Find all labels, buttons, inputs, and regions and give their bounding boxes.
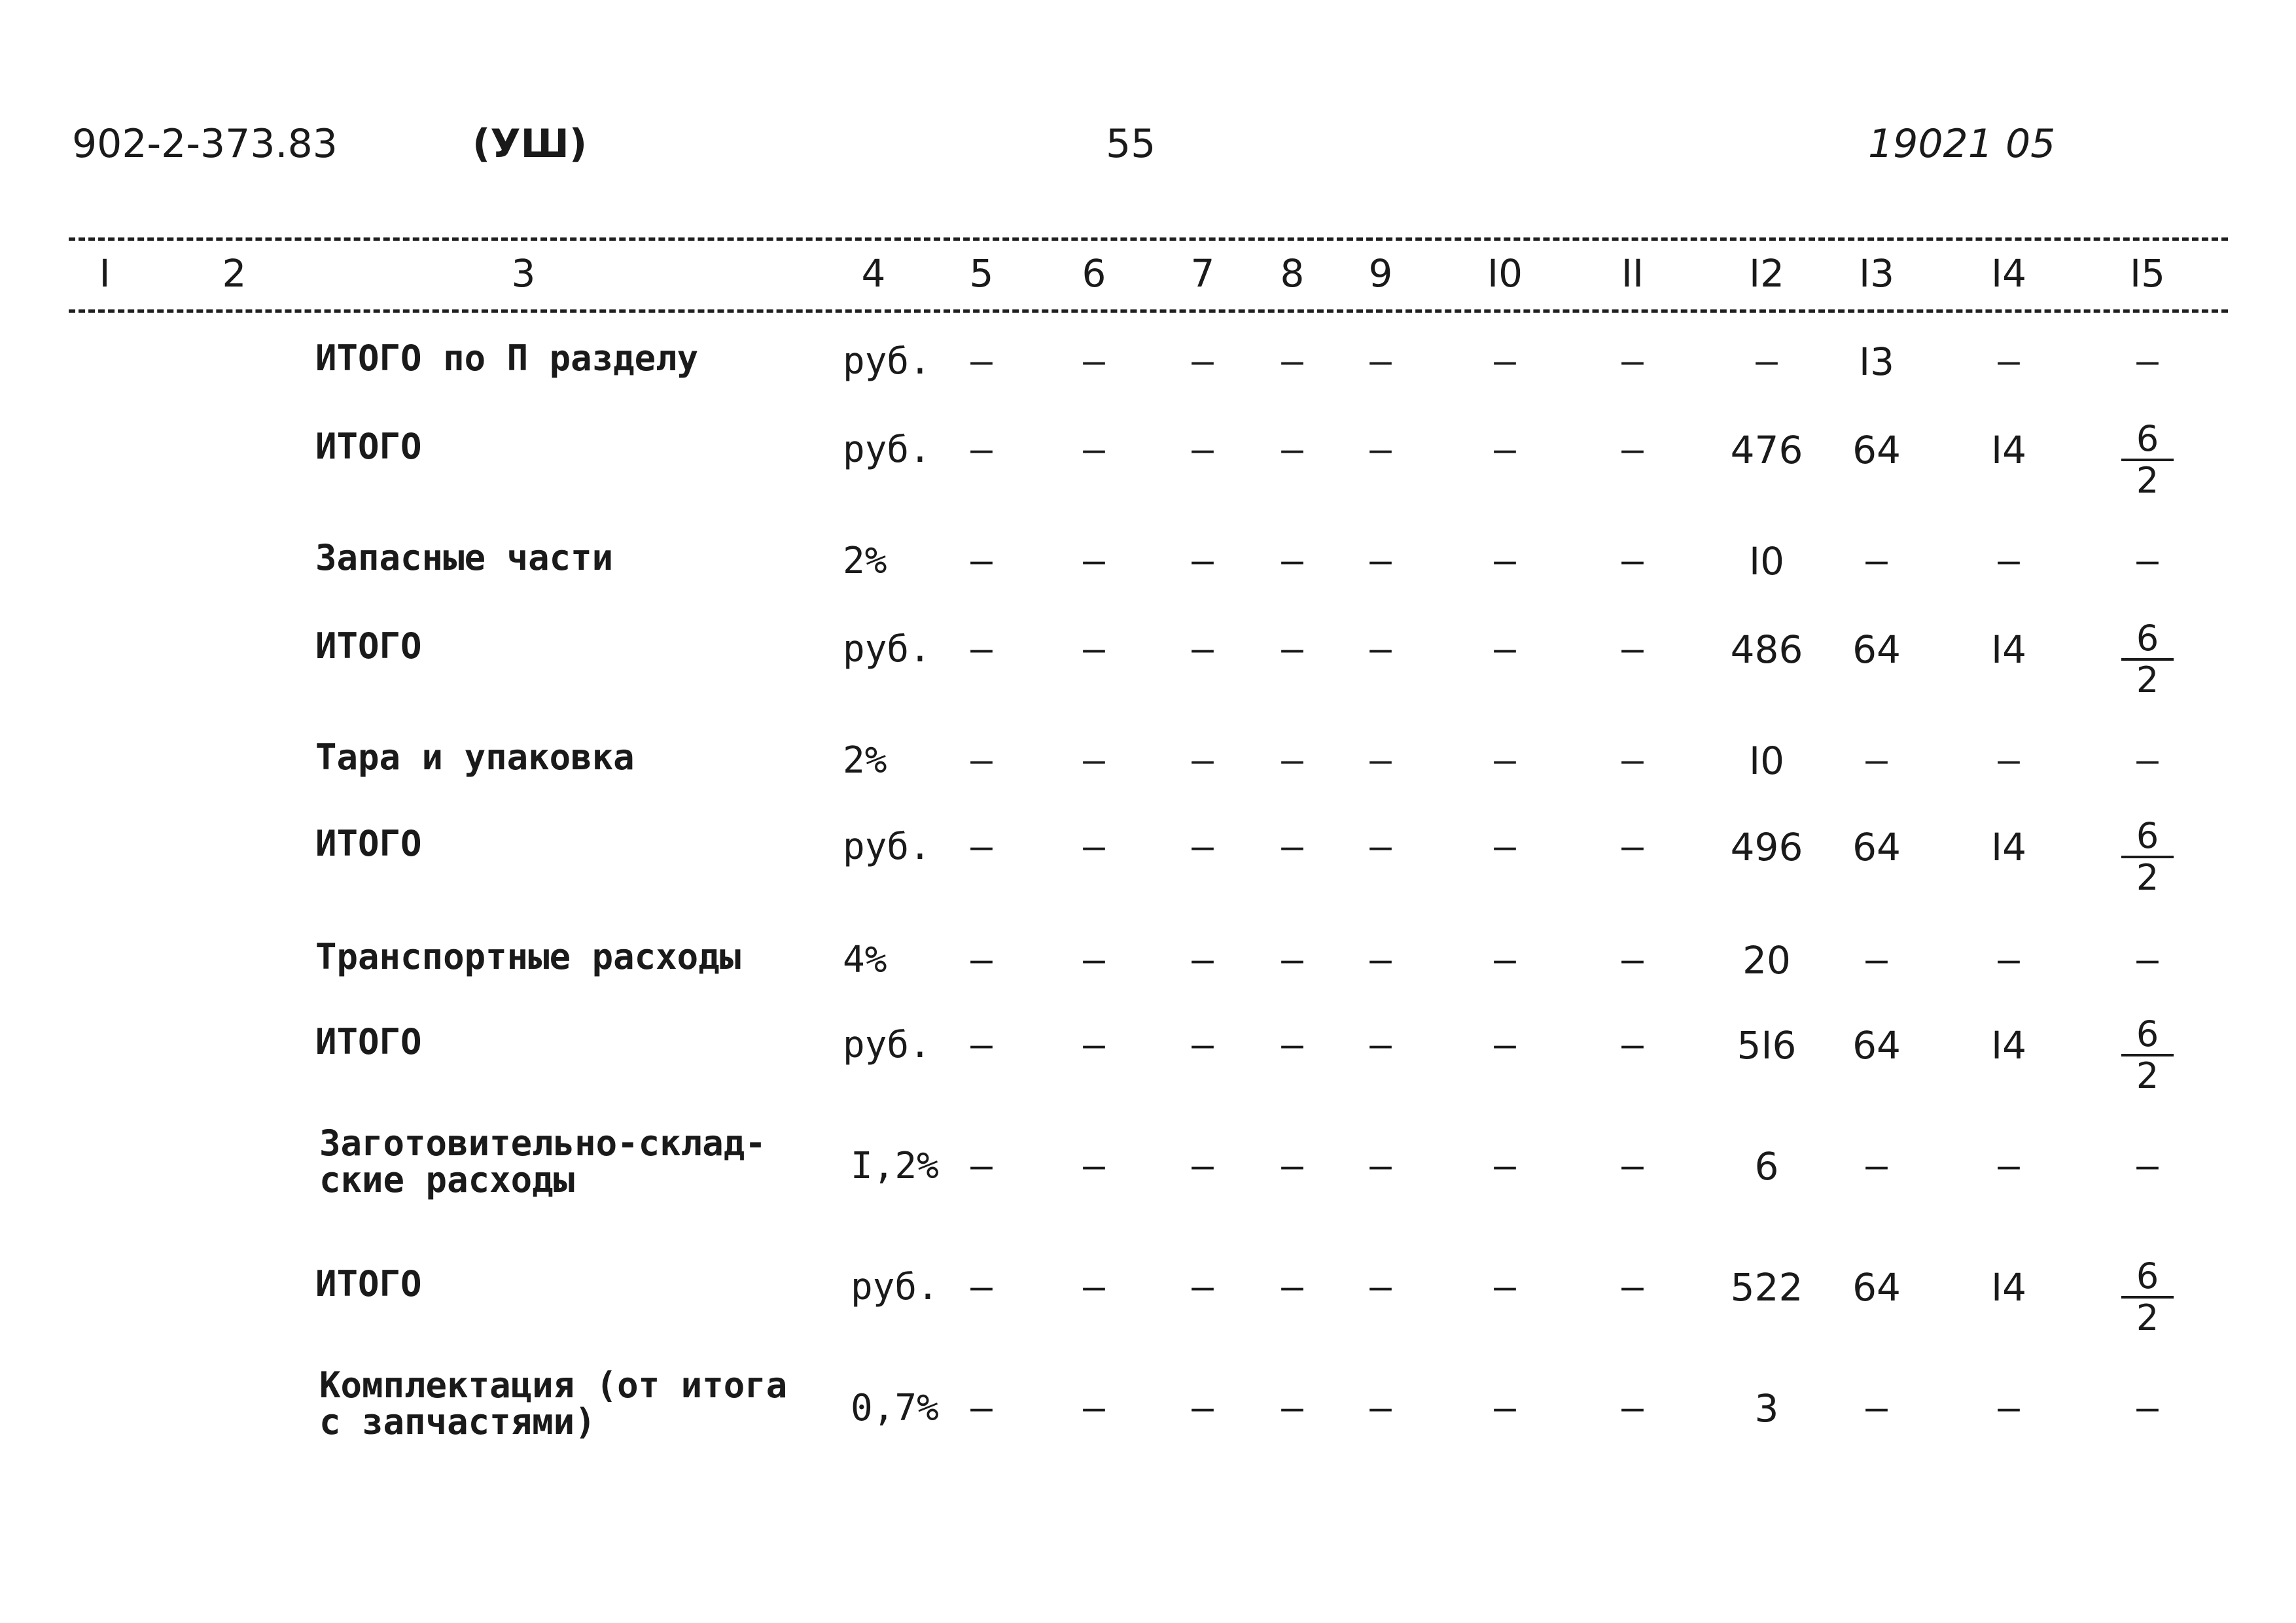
document-code: 902-2-373.83 <box>72 121 338 167</box>
fraction-denominator: 2 <box>2136 1297 2159 1338</box>
cell-col-12: – <box>1756 340 1778 383</box>
cell-col-14: – <box>1998 939 2020 981</box>
cell-col-11: – <box>1621 1024 1644 1066</box>
cell-col-12: 522 <box>1730 1265 1803 1310</box>
cell-col-6: – <box>1083 1145 1105 1187</box>
cell-col-8: – <box>1281 1266 1303 1308</box>
row-unit: 2% <box>843 540 887 582</box>
cell-col-13: 64 <box>1852 627 1901 672</box>
cell-col-13: I3 <box>1858 340 1894 384</box>
column-header-5: 5 <box>969 251 994 296</box>
row-unit: руб. <box>843 340 931 383</box>
row-unit: руб. <box>843 1024 931 1066</box>
cell-col-5: – <box>970 1145 993 1187</box>
row-name-line-2: ские расходы <box>319 1159 575 1200</box>
cell-col-11: – <box>1621 739 1644 782</box>
cell-col-14: I4 <box>1990 627 2026 672</box>
cell-col-6: – <box>1083 739 1105 782</box>
cell-col-5: – <box>970 939 993 981</box>
cell-col-10: – <box>1494 340 1516 383</box>
cell-col-5: – <box>970 340 993 383</box>
cell-col-5: – <box>970 739 993 782</box>
cell-col-13: 64 <box>1852 1265 1901 1310</box>
cell-col-8: – <box>1281 628 1303 671</box>
cell-col-10: – <box>1494 1266 1516 1308</box>
cell-col-9: – <box>1369 739 1392 782</box>
row-name-line-1: Комплектация (от итога <box>319 1365 788 1406</box>
cell-col-7: – <box>1192 1266 1214 1308</box>
cell-col-11: – <box>1621 428 1644 471</box>
fraction-numerator: 6 <box>2121 620 2174 661</box>
row-name: ИТОГО <box>315 823 422 864</box>
cell-col-5: – <box>970 1024 993 1066</box>
cell-col-14: I4 <box>1990 1265 2026 1310</box>
cell-col-15-fraction <box>2121 1013 2174 1096</box>
cell-col-9: – <box>1369 340 1392 383</box>
cell-col-8: – <box>1281 340 1303 383</box>
cell-col-13: – <box>1865 1145 1888 1187</box>
row-name-line-2: с запчастями) <box>319 1401 596 1442</box>
cell-col-9: – <box>1369 628 1392 671</box>
cell-col-8: – <box>1281 1024 1303 1066</box>
cell-col-15-fraction <box>2121 620 2174 699</box>
column-header-4: 4 <box>861 251 886 296</box>
cell-col-13: – <box>1865 1387 1888 1429</box>
cell-col-7: – <box>1192 628 1214 671</box>
column-header-10: I0 <box>1487 251 1523 296</box>
cell-col-13: – <box>1865 939 1888 981</box>
cell-col-15: – <box>2136 1387 2159 1429</box>
column-header-12: I2 <box>1748 251 1784 296</box>
column-header-6: 6 <box>1082 251 1106 296</box>
cell-col-5: – <box>970 826 993 868</box>
row-unit: руб. <box>843 428 931 471</box>
cell-col-10: – <box>1494 428 1516 471</box>
cell-col-5: – <box>970 540 993 582</box>
cell-col-9: – <box>1369 1145 1392 1187</box>
cell-col-9: – <box>1369 540 1392 582</box>
page-number: 55 <box>1106 121 1156 167</box>
cell-col-11: – <box>1621 628 1644 671</box>
cell-col-8: – <box>1281 1145 1303 1187</box>
cell-col-9: – <box>1369 1387 1392 1429</box>
cell-col-11: – <box>1621 826 1644 868</box>
cell-col-13: 64 <box>1852 825 1901 869</box>
cell-col-8: – <box>1281 939 1303 981</box>
row-unit: 0,7% <box>851 1387 939 1429</box>
cell-col-7: – <box>1192 939 1214 981</box>
cell-col-12: 486 <box>1730 627 1803 672</box>
cell-col-5: – <box>970 428 993 471</box>
cell-col-14: – <box>1998 739 2020 782</box>
cell-col-8: – <box>1281 1387 1303 1429</box>
cell-col-14: – <box>1998 340 2020 383</box>
cell-col-11: – <box>1621 340 1644 383</box>
row-unit: I,2% <box>851 1145 939 1187</box>
row-unit: 4% <box>843 939 887 981</box>
cell-col-6: – <box>1083 1024 1105 1066</box>
column-header-3: 3 <box>511 251 536 296</box>
cell-col-12: 5I6 <box>1737 1023 1797 1068</box>
cell-col-7: – <box>1192 428 1214 471</box>
row-name: ИТОГО <box>315 426 422 467</box>
cell-col-15: – <box>2136 340 2159 383</box>
cell-col-14: I4 <box>1990 825 2026 869</box>
cell-col-11: – <box>1621 939 1644 981</box>
fraction-denominator: 2 <box>2136 659 2159 701</box>
fraction-numerator: 6 <box>2121 1016 2174 1056</box>
row-name: ИТОГО <box>315 625 422 667</box>
row-name: ИТОГО по П разделу <box>315 338 699 379</box>
cell-col-10: – <box>1494 939 1516 981</box>
fraction-denominator: 2 <box>2136 857 2159 898</box>
table-top-rule <box>69 237 2228 241</box>
cell-col-9: – <box>1369 428 1392 471</box>
cell-col-6: – <box>1083 340 1105 383</box>
cell-col-14: I4 <box>1990 1023 2026 1068</box>
cell-col-6: – <box>1083 826 1105 868</box>
cell-col-10: – <box>1494 628 1516 671</box>
cell-col-9: – <box>1369 1024 1392 1066</box>
row-name: ИТОГО <box>315 1263 422 1304</box>
cell-col-7: – <box>1192 1145 1214 1187</box>
cell-col-7: – <box>1192 826 1214 868</box>
column-header-14: I4 <box>1990 251 2026 296</box>
cell-col-10: – <box>1494 1387 1516 1429</box>
cell-col-9: – <box>1369 1266 1392 1308</box>
cell-col-11: – <box>1621 540 1644 582</box>
cell-col-10: – <box>1494 739 1516 782</box>
reference-number: 19021 05 <box>1868 121 2056 167</box>
cell-col-10: – <box>1494 540 1516 582</box>
table-header-rule <box>69 309 2228 313</box>
cell-col-9: – <box>1369 939 1392 981</box>
column-header-2: 2 <box>222 251 247 296</box>
fraction-numerator: 6 <box>2121 421 2174 461</box>
cell-col-12: 496 <box>1730 825 1803 869</box>
cell-col-8: – <box>1281 540 1303 582</box>
cell-col-6: – <box>1083 1266 1105 1308</box>
cell-col-5: – <box>970 1266 993 1308</box>
cell-col-13: 64 <box>1852 428 1901 472</box>
cell-col-7: – <box>1192 540 1214 582</box>
cell-col-15-fraction <box>2121 815 2174 898</box>
row-name: Тара и упаковка <box>315 737 635 778</box>
row-unit: 2% <box>843 739 887 782</box>
fraction-numerator: 6 <box>2121 1258 2174 1299</box>
cell-col-7: – <box>1192 1024 1214 1066</box>
cell-col-15: – <box>2136 939 2159 981</box>
cell-col-6: – <box>1083 939 1105 981</box>
cell-col-5: – <box>970 628 993 671</box>
cell-col-12: 6 <box>1754 1144 1779 1189</box>
cell-col-6: – <box>1083 428 1105 471</box>
cell-col-8: – <box>1281 428 1303 471</box>
cell-col-10: – <box>1494 1024 1516 1066</box>
fraction-denominator: 2 <box>2136 1055 2159 1096</box>
cell-col-6: – <box>1083 628 1105 671</box>
cell-col-7: – <box>1192 340 1214 383</box>
cell-col-8: – <box>1281 826 1303 868</box>
fraction-numerator: 6 <box>2121 818 2174 858</box>
cell-col-14: – <box>1998 1145 2020 1187</box>
cell-col-13: – <box>1865 739 1888 782</box>
cell-col-15: – <box>2136 739 2159 782</box>
cell-col-7: – <box>1192 739 1214 782</box>
row-unit: руб. <box>851 1266 939 1308</box>
cell-col-15-fraction <box>2121 1255 2174 1338</box>
column-header-13: I3 <box>1858 251 1894 296</box>
column-header-9: 9 <box>1368 251 1393 296</box>
row-name: ИТОГО <box>315 1021 422 1062</box>
cell-col-11: – <box>1621 1145 1644 1187</box>
cell-col-11: – <box>1621 1266 1644 1308</box>
cell-col-12: 476 <box>1730 428 1803 472</box>
cell-col-14: I4 <box>1990 428 2026 472</box>
cell-col-9: – <box>1369 826 1392 868</box>
cell-col-14: – <box>1998 1387 2020 1429</box>
cell-col-11: – <box>1621 1387 1644 1429</box>
cell-col-7: – <box>1192 1387 1214 1429</box>
cell-col-10: – <box>1494 826 1516 868</box>
column-header-1: I <box>99 251 111 296</box>
row-name-line-1: Заготовительно-склад- <box>319 1123 766 1164</box>
cell-col-8: – <box>1281 739 1303 782</box>
fraction-denominator: 2 <box>2136 460 2159 501</box>
column-header-8: 8 <box>1280 251 1305 296</box>
row-unit: руб. <box>843 826 931 868</box>
cell-col-12: I0 <box>1748 739 1784 783</box>
cell-col-12: 20 <box>1742 938 1791 983</box>
cell-col-13: – <box>1865 540 1888 582</box>
cell-col-10: – <box>1494 1145 1516 1187</box>
cell-col-6: – <box>1083 1387 1105 1429</box>
cell-col-13: 64 <box>1852 1023 1901 1068</box>
row-unit: руб. <box>843 628 931 671</box>
cell-col-15: – <box>2136 540 2159 582</box>
cell-col-6: – <box>1083 540 1105 582</box>
cell-col-14: – <box>1998 540 2020 582</box>
row-name: Транспортные расходы <box>315 936 741 977</box>
cell-col-12: 3 <box>1754 1386 1779 1431</box>
section-label: (УШ) <box>472 121 588 167</box>
column-header-11: II <box>1621 251 1644 296</box>
cell-col-15-fraction <box>2121 418 2174 501</box>
cell-col-15: – <box>2136 1145 2159 1187</box>
cell-col-5: – <box>970 1387 993 1429</box>
cell-col-12: I0 <box>1748 539 1784 584</box>
column-header-7: 7 <box>1190 251 1215 296</box>
column-header-15: I5 <box>2129 251 2165 296</box>
row-name: Запасные части <box>315 537 614 578</box>
